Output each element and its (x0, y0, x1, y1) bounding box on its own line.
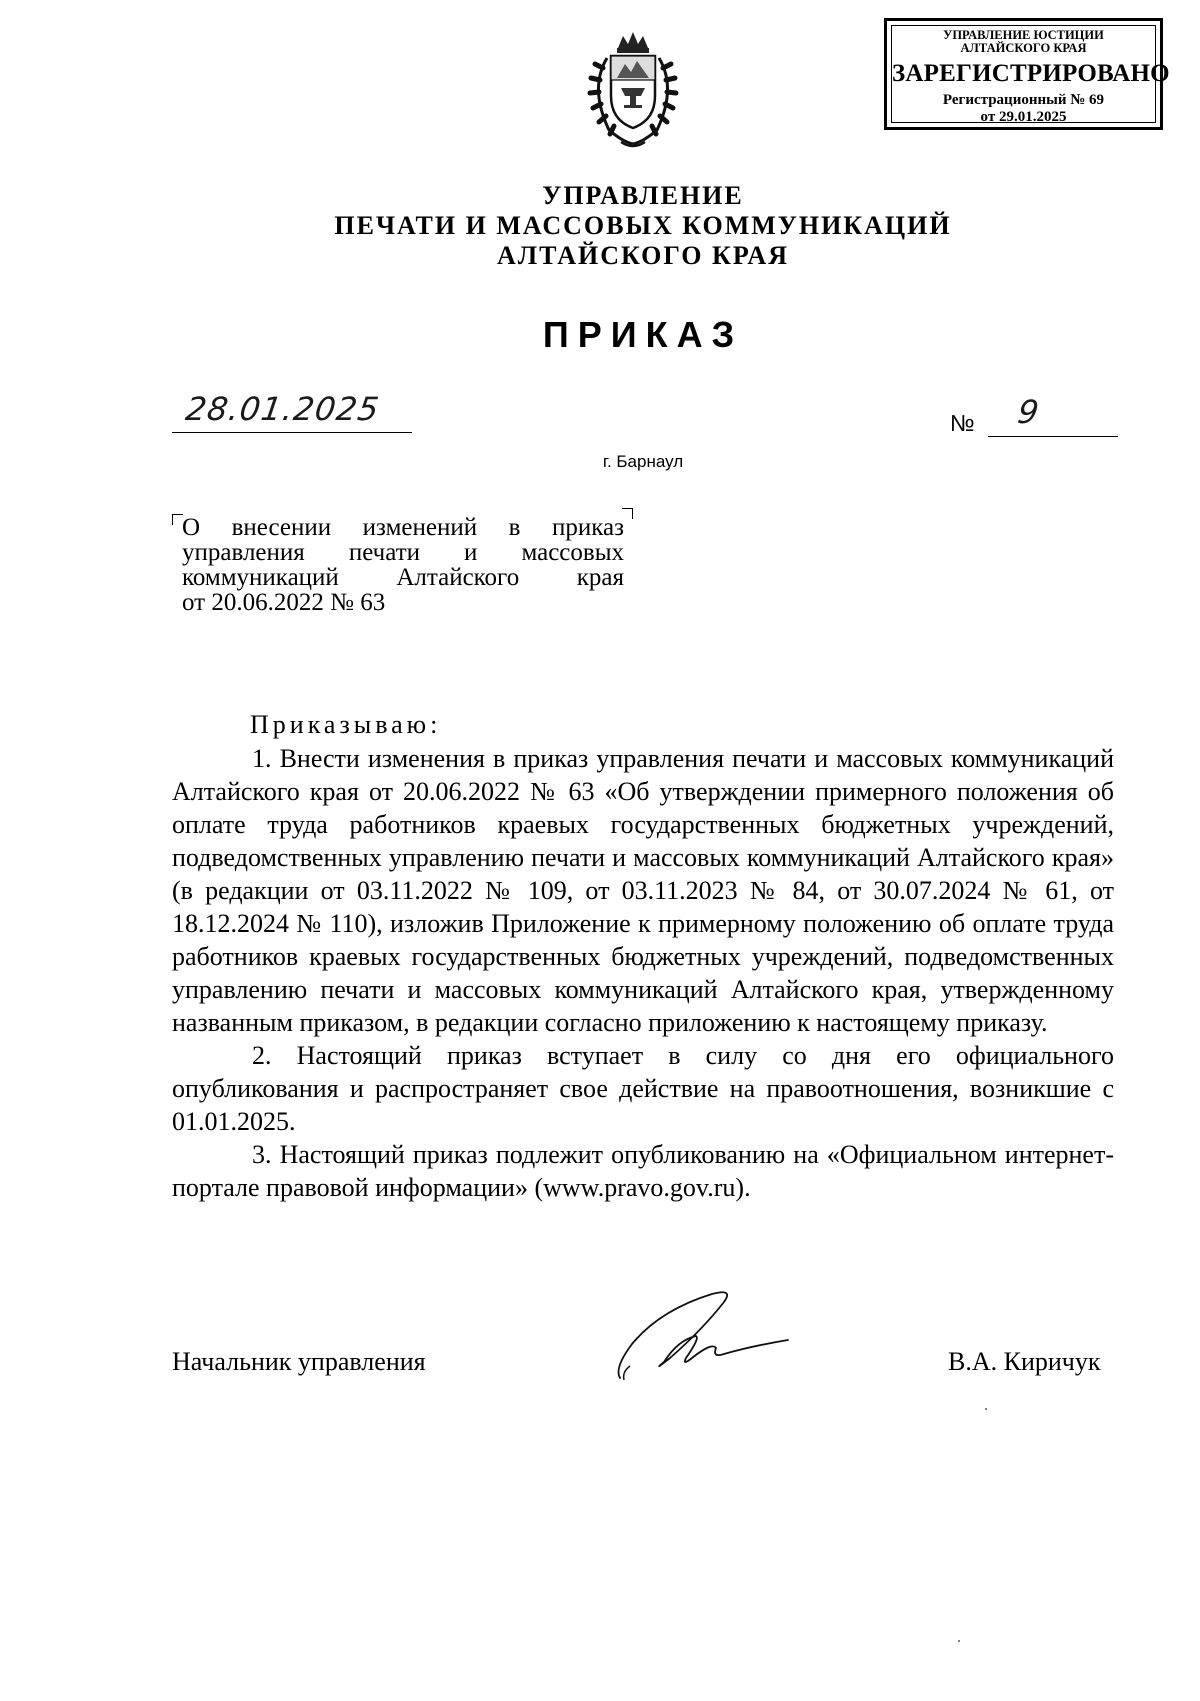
stamp-registration (892, 92, 1155, 126)
signatory-title: Начальник управления (172, 1347, 426, 1376)
subject-line4: от 20.06.2022 № 63 (182, 589, 386, 616)
handwritten-number: 9 (1015, 393, 1042, 431)
stamp-org-line1: УПРАВЛЕНИЕ ЮСТИЦИИ (943, 28, 1104, 42)
stamp-org-line2: АЛТАЙСКОГО КРАЯ (960, 41, 1087, 55)
handwritten-date: 28.01.2025 (183, 390, 382, 428)
city: г. Барнаул (602, 452, 684, 471)
stamp-reg-number: Регистрационный № 69 (942, 92, 1105, 108)
subject-line3: коммуникаций Алтайского края (182, 564, 624, 591)
preamble: Приказываю: (250, 710, 442, 739)
issuing-authority (0, 181, 1200, 271)
stamp-status: ЗАРЕГИСТРИРОВАНО (892, 60, 1170, 87)
scan-speck (958, 1640, 960, 1642)
number-underline (988, 436, 1118, 437)
authority-line3: АЛТАЙСКОГО КРАЯ (497, 241, 789, 270)
paragraph-2: 2. Настоящий приказ вступает в силу со дня его официального опубликования и распространяет свое действие на правоотношения, возникшие с 01.01.2025. (172, 1041, 1114, 1136)
paragraph-1: 1. Внести изменения в приказ управления печати и массовых коммуникаций Алтайского края от 20.06.2022 № 63 «Об утверждении примерного положения об оплате труда работников краевых государственных бюджетных учреждений, подведомственных управлению печати и массовых коммуникаций Алтайского края» (в редакции от 03.11.2022 № 109, от 03.11.2023 № 84, от 30.07.2024 № 61, от 18.12.2024 № 110), изложив Приложение к примерному положению об оплате труда работников краевых государственных бюджетных учреждений, подведомственных управлению печати и массовых коммуникаций Алтайского края, утвержденному названным приказом, в редакции согласно приложению к настоящему приказу. (172, 744, 1114, 1037)
stamp-organization (892, 29, 1155, 55)
subject-line2: управления печати и массовых (182, 539, 624, 566)
handwritten-signature (612, 1280, 802, 1390)
paragraph-3: 3. Настоящий приказ подлежит опубликованию на «Официальном интернет-портале правовой информации» (www.pravo.gov.ru). (172, 1140, 1114, 1202)
scan-speck (985, 1408, 987, 1410)
registration-stamp (884, 18, 1170, 130)
document-body (172, 742, 1114, 1204)
authority-line2: ПЕЧАТИ И МАССОВЫХ КОММУНИКАЦИЙ (334, 211, 952, 240)
date-underline (172, 432, 412, 433)
authority-line1: УПРАВЛЕНИЕ (542, 181, 744, 210)
subject-line1: О внесении изменений в приказ (182, 514, 624, 541)
altai-krai-coat-of-arms-icon (573, 28, 693, 153)
stamp-reg-date: от 29.01.2025 (980, 109, 1067, 125)
signatory-name: В.А. Киричук (948, 1347, 1101, 1376)
document-subject (182, 515, 624, 615)
number-sign: № (950, 410, 975, 436)
registration-stamp-inner (891, 25, 1170, 125)
document-type: ПРИКАЗ (542, 314, 744, 355)
